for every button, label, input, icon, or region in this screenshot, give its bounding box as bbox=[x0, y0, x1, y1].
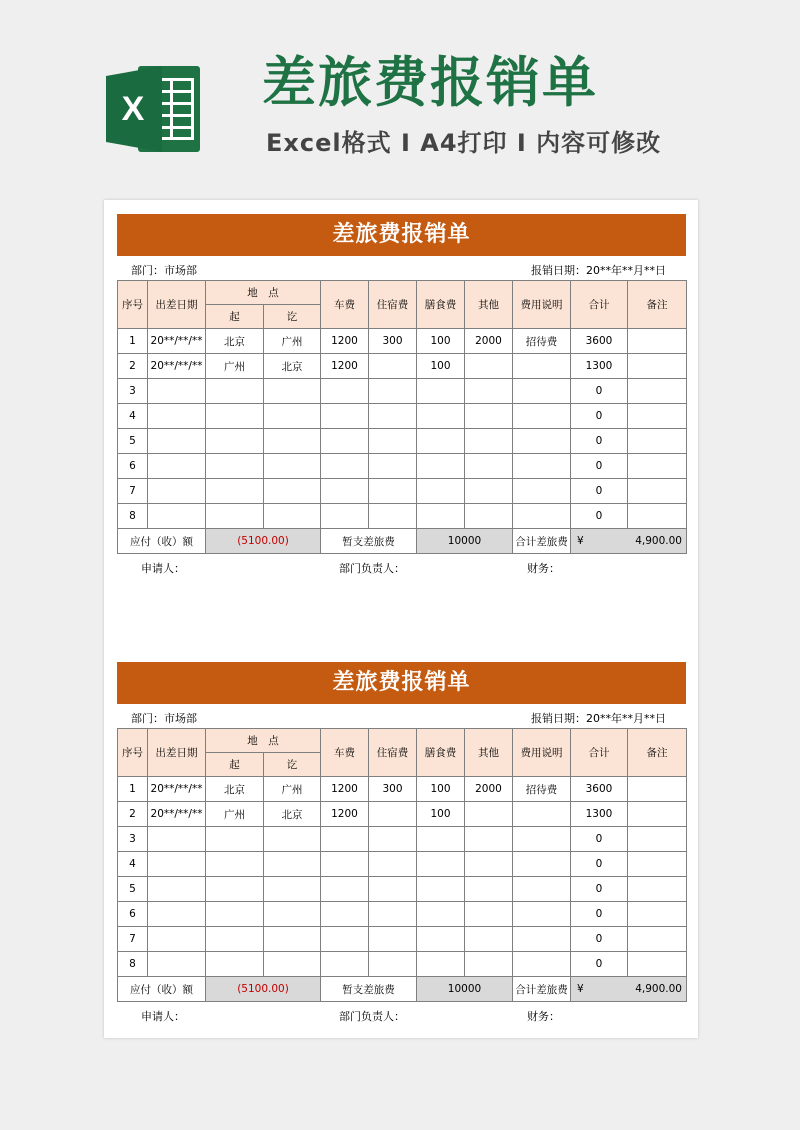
cell-car[interactable] bbox=[321, 479, 369, 504]
page-header bbox=[0, 0, 800, 200]
expense-table bbox=[117, 280, 687, 554]
cell-meals[interactable] bbox=[417, 404, 465, 429]
cell-to[interactable] bbox=[264, 827, 321, 852]
cell-meals[interactable] bbox=[417, 454, 465, 479]
col-header-total: 合计 bbox=[571, 729, 628, 777]
cell-meals[interactable]: 100 bbox=[417, 329, 465, 354]
cell-note[interactable] bbox=[513, 927, 571, 952]
cell-date[interactable] bbox=[148, 827, 206, 852]
cell-seq[interactable]: 8 bbox=[118, 952, 148, 977]
cell-car[interactable]: 1200 bbox=[321, 777, 369, 802]
manager-label: 部门负责人： bbox=[339, 562, 405, 575]
cell-seq[interactable]: 1 bbox=[118, 329, 148, 354]
col-header-lodging: 住宿费 bbox=[369, 729, 417, 777]
cell-lodging[interactable] bbox=[369, 354, 417, 379]
cell-from[interactable] bbox=[206, 902, 264, 927]
cell-car[interactable] bbox=[321, 902, 369, 927]
cell-from[interactable] bbox=[206, 479, 264, 504]
cell-lodging[interactable] bbox=[369, 479, 417, 504]
cell-from[interactable] bbox=[206, 877, 264, 902]
expense-table bbox=[117, 728, 687, 1002]
currency-symbol: ¥ bbox=[577, 983, 584, 995]
cell-meals[interactable]: 100 bbox=[417, 802, 465, 827]
cell-from[interactable] bbox=[206, 952, 264, 977]
table-header-row bbox=[118, 729, 687, 753]
cell-to[interactable]: 广州 bbox=[264, 329, 321, 354]
cell-meals[interactable]: 100 bbox=[417, 777, 465, 802]
cell-lodging[interactable] bbox=[369, 927, 417, 952]
cell-meals[interactable] bbox=[417, 479, 465, 504]
cell-to[interactable]: 北京 bbox=[264, 802, 321, 827]
cell-other[interactable] bbox=[465, 479, 513, 504]
cell-lodging[interactable] bbox=[369, 952, 417, 977]
table-row bbox=[118, 329, 687, 354]
cell-date[interactable] bbox=[148, 379, 206, 404]
cell-date[interactable] bbox=[148, 504, 206, 529]
total-travel-cell[interactable] bbox=[571, 529, 687, 554]
page-subtitle: Excel格式 I A4打印 I 内容可修改 bbox=[266, 129, 662, 157]
cell-note[interactable] bbox=[513, 877, 571, 902]
cell-car[interactable] bbox=[321, 952, 369, 977]
cell-other[interactable] bbox=[465, 802, 513, 827]
payable-label: 应付（收）额 bbox=[118, 977, 206, 1002]
svg-text:X: X bbox=[121, 90, 145, 128]
cell-date[interactable]: 20**/**/** bbox=[148, 354, 206, 379]
table-row bbox=[118, 479, 687, 504]
col-header-other: 其他 bbox=[465, 281, 513, 329]
cell-other[interactable]: 2000 bbox=[465, 777, 513, 802]
form-title: 差旅费报销单 bbox=[117, 214, 686, 256]
cell-total[interactable]: 0 bbox=[571, 952, 628, 977]
cell-lodging[interactable] bbox=[369, 504, 417, 529]
cell-note[interactable] bbox=[513, 454, 571, 479]
cell-lodging[interactable] bbox=[369, 379, 417, 404]
col-header-location: 地 点 bbox=[206, 729, 321, 753]
cell-car[interactable] bbox=[321, 927, 369, 952]
cell-car[interactable] bbox=[321, 454, 369, 479]
summary-row bbox=[118, 977, 687, 1002]
cell-seq[interactable]: 3 bbox=[118, 827, 148, 852]
table-row bbox=[118, 802, 687, 827]
col-header-meals: 膳食费 bbox=[417, 729, 465, 777]
cell-remark[interactable] bbox=[628, 504, 687, 529]
cell-to[interactable] bbox=[264, 504, 321, 529]
form-meta bbox=[117, 704, 686, 728]
cell-meals[interactable]: 100 bbox=[417, 354, 465, 379]
cell-from[interactable] bbox=[206, 927, 264, 952]
cell-date[interactable] bbox=[148, 852, 206, 877]
cell-seq[interactable]: 5 bbox=[118, 877, 148, 902]
cell-to[interactable] bbox=[264, 379, 321, 404]
cell-from[interactable]: 北京 bbox=[206, 777, 264, 802]
currency-symbol: ¥ bbox=[577, 535, 584, 547]
cell-remark[interactable] bbox=[628, 379, 687, 404]
cell-remark[interactable] bbox=[628, 802, 687, 827]
cell-seq[interactable]: 7 bbox=[118, 479, 148, 504]
cell-note[interactable] bbox=[513, 379, 571, 404]
cell-note[interactable] bbox=[513, 354, 571, 379]
cell-remark[interactable] bbox=[628, 404, 687, 429]
cell-to[interactable] bbox=[264, 952, 321, 977]
cell-remark[interactable] bbox=[628, 927, 687, 952]
cell-note[interactable] bbox=[513, 952, 571, 977]
summary-row bbox=[118, 529, 687, 554]
cell-remark[interactable] bbox=[628, 902, 687, 927]
total-travel-label: 合计差旅费 bbox=[513, 529, 571, 554]
excel-icon bbox=[104, 62, 204, 156]
cell-note[interactable] bbox=[513, 404, 571, 429]
cell-date[interactable] bbox=[148, 927, 206, 952]
cell-seq[interactable]: 6 bbox=[118, 902, 148, 927]
cell-seq[interactable]: 6 bbox=[118, 454, 148, 479]
cell-seq[interactable]: 8 bbox=[118, 504, 148, 529]
total-travel-value: 4,900.00 bbox=[635, 535, 682, 547]
cell-other[interactable] bbox=[465, 404, 513, 429]
cell-total[interactable]: 0 bbox=[571, 852, 628, 877]
table-row bbox=[118, 852, 687, 877]
payable-value[interactable]: (5100.00) bbox=[206, 977, 321, 1002]
col-header-remark: 备注 bbox=[628, 729, 687, 777]
cell-lodging[interactable] bbox=[369, 827, 417, 852]
cell-from[interactable] bbox=[206, 379, 264, 404]
col-header-car: 车费 bbox=[321, 281, 369, 329]
reimbursement-form bbox=[117, 662, 686, 1026]
total-travel-cell[interactable] bbox=[571, 977, 687, 1002]
cell-from[interactable] bbox=[206, 852, 264, 877]
cell-date[interactable] bbox=[148, 952, 206, 977]
cell-total[interactable]: 0 bbox=[571, 404, 628, 429]
cell-seq[interactable]: 3 bbox=[118, 379, 148, 404]
page-title: 差旅费报销单 bbox=[262, 51, 598, 114]
cell-meals[interactable] bbox=[417, 504, 465, 529]
cell-total[interactable]: 0 bbox=[571, 454, 628, 479]
form-meta bbox=[117, 256, 686, 280]
col-header-meals: 膳食费 bbox=[417, 281, 465, 329]
col-header-seq: 序号 bbox=[118, 281, 148, 329]
col-header-seq: 序号 bbox=[118, 729, 148, 777]
table-row bbox=[118, 902, 687, 927]
cell-lodging[interactable] bbox=[369, 404, 417, 429]
cell-other[interactable] bbox=[465, 902, 513, 927]
col-header-to: 讫 bbox=[264, 753, 321, 777]
cell-lodging[interactable] bbox=[369, 877, 417, 902]
cell-total[interactable]: 0 bbox=[571, 429, 628, 454]
cell-remark[interactable] bbox=[628, 877, 687, 902]
department-label: 部门：市场部 bbox=[131, 712, 197, 725]
col-header-other: 其他 bbox=[465, 729, 513, 777]
cell-to[interactable] bbox=[264, 927, 321, 952]
table-row bbox=[118, 354, 687, 379]
cell-from[interactable]: 广州 bbox=[206, 354, 264, 379]
table-row bbox=[118, 379, 687, 404]
cell-remark[interactable] bbox=[628, 354, 687, 379]
col-header-note: 费用说明 bbox=[513, 729, 571, 777]
cell-meals[interactable] bbox=[417, 379, 465, 404]
table-row bbox=[118, 429, 687, 454]
cell-total[interactable]: 0 bbox=[571, 827, 628, 852]
cell-remark[interactable] bbox=[628, 429, 687, 454]
cell-note[interactable]: 招待费 bbox=[513, 329, 571, 354]
cell-remark[interactable] bbox=[628, 454, 687, 479]
cell-car[interactable] bbox=[321, 852, 369, 877]
cell-other[interactable] bbox=[465, 354, 513, 379]
col-header-note: 费用说明 bbox=[513, 281, 571, 329]
cell-seq[interactable]: 4 bbox=[118, 404, 148, 429]
cell-date[interactable]: 20**/**/** bbox=[148, 777, 206, 802]
payable-label: 应付（收）额 bbox=[118, 529, 206, 554]
cell-from[interactable]: 广州 bbox=[206, 802, 264, 827]
advance-value[interactable]: 10000 bbox=[417, 977, 513, 1002]
cell-note[interactable] bbox=[513, 827, 571, 852]
cell-date[interactable] bbox=[148, 429, 206, 454]
reimburse-date-label: 报销日期：20**年**月**日 bbox=[531, 264, 666, 277]
finance-label: 财务： bbox=[527, 1010, 560, 1023]
cell-date[interactable] bbox=[148, 877, 206, 902]
col-header-total: 合计 bbox=[571, 281, 628, 329]
cell-other[interactable] bbox=[465, 504, 513, 529]
cell-lodging[interactable]: 300 bbox=[369, 777, 417, 802]
cell-remark[interactable] bbox=[628, 479, 687, 504]
col-header-to: 讫 bbox=[264, 305, 321, 329]
col-header-from: 起 bbox=[206, 305, 264, 329]
cell-car[interactable]: 1200 bbox=[321, 802, 369, 827]
cell-date[interactable] bbox=[148, 902, 206, 927]
total-travel-value: 4,900.00 bbox=[635, 983, 682, 995]
cell-meals[interactable] bbox=[417, 877, 465, 902]
cell-note[interactable] bbox=[513, 802, 571, 827]
cell-seq[interactable]: 2 bbox=[118, 354, 148, 379]
cell-total[interactable]: 3600 bbox=[571, 329, 628, 354]
cell-seq[interactable]: 5 bbox=[118, 429, 148, 454]
table-row bbox=[118, 927, 687, 952]
cell-note[interactable] bbox=[513, 504, 571, 529]
form-title: 差旅费报销单 bbox=[117, 662, 686, 704]
applicant-label: 申请人： bbox=[141, 1010, 185, 1023]
cell-note[interactable] bbox=[513, 479, 571, 504]
cell-seq[interactable]: 4 bbox=[118, 852, 148, 877]
cell-to[interactable]: 广州 bbox=[264, 777, 321, 802]
cell-meals[interactable] bbox=[417, 827, 465, 852]
cell-remark[interactable] bbox=[628, 952, 687, 977]
cell-remark[interactable] bbox=[628, 827, 687, 852]
cell-total[interactable]: 0 bbox=[571, 877, 628, 902]
col-header-car: 车费 bbox=[321, 729, 369, 777]
cell-total[interactable]: 0 bbox=[571, 379, 628, 404]
cell-meals[interactable] bbox=[417, 852, 465, 877]
cell-car[interactable]: 1200 bbox=[321, 354, 369, 379]
cell-to[interactable] bbox=[264, 454, 321, 479]
advance-label: 暂支差旅费 bbox=[321, 977, 417, 1002]
cell-car[interactable]: 1200 bbox=[321, 329, 369, 354]
cell-car[interactable] bbox=[321, 379, 369, 404]
signature-row bbox=[117, 554, 686, 578]
col-header-remark: 备注 bbox=[628, 281, 687, 329]
cell-total[interactable]: 0 bbox=[571, 902, 628, 927]
payable-value[interactable]: (5100.00) bbox=[206, 529, 321, 554]
cell-car[interactable] bbox=[321, 429, 369, 454]
cell-total[interactable]: 1300 bbox=[571, 802, 628, 827]
reimbursement-form bbox=[117, 214, 686, 578]
cell-other[interactable] bbox=[465, 952, 513, 977]
table-row bbox=[118, 877, 687, 902]
cell-note[interactable]: 招待费 bbox=[513, 777, 571, 802]
cell-other[interactable]: 2000 bbox=[465, 329, 513, 354]
cell-seq[interactable]: 2 bbox=[118, 802, 148, 827]
cell-seq[interactable]: 7 bbox=[118, 927, 148, 952]
cell-seq[interactable]: 1 bbox=[118, 777, 148, 802]
cell-car[interactable] bbox=[321, 504, 369, 529]
reimburse-date-label: 报销日期：20**年**月**日 bbox=[531, 712, 666, 725]
cell-lodging[interactable] bbox=[369, 902, 417, 927]
cell-from[interactable] bbox=[206, 404, 264, 429]
col-header-date: 出差日期 bbox=[148, 281, 206, 329]
advance-label: 暂支差旅费 bbox=[321, 529, 417, 554]
cell-car[interactable] bbox=[321, 877, 369, 902]
cell-from[interactable] bbox=[206, 504, 264, 529]
cell-remark[interactable] bbox=[628, 329, 687, 354]
cell-other[interactable] bbox=[465, 379, 513, 404]
cell-from[interactable] bbox=[206, 454, 264, 479]
table-header-row bbox=[118, 281, 687, 305]
cell-from[interactable]: 北京 bbox=[206, 329, 264, 354]
cell-date[interactable]: 20**/**/** bbox=[148, 802, 206, 827]
total-travel-label: 合计差旅费 bbox=[513, 977, 571, 1002]
cell-to[interactable] bbox=[264, 852, 321, 877]
cell-date[interactable]: 20**/**/** bbox=[148, 329, 206, 354]
cell-to[interactable] bbox=[264, 877, 321, 902]
col-header-location: 地 点 bbox=[206, 281, 321, 305]
table-row bbox=[118, 952, 687, 977]
cell-note[interactable] bbox=[513, 852, 571, 877]
applicant-label: 申请人： bbox=[141, 562, 185, 575]
cell-car[interactable] bbox=[321, 827, 369, 852]
cell-other[interactable] bbox=[465, 429, 513, 454]
cell-meals[interactable] bbox=[417, 927, 465, 952]
signature-row bbox=[117, 1002, 686, 1026]
table-row bbox=[118, 454, 687, 479]
cell-lodging[interactable]: 300 bbox=[369, 329, 417, 354]
table-row bbox=[118, 827, 687, 852]
manager-label: 部门负责人： bbox=[339, 1010, 405, 1023]
table-row bbox=[118, 404, 687, 429]
cell-lodging[interactable] bbox=[369, 454, 417, 479]
finance-label: 财务： bbox=[527, 562, 560, 575]
cell-remark[interactable] bbox=[628, 777, 687, 802]
cell-date[interactable] bbox=[148, 404, 206, 429]
table-row bbox=[118, 504, 687, 529]
cell-from[interactable] bbox=[206, 827, 264, 852]
cell-total[interactable]: 1300 bbox=[571, 354, 628, 379]
cell-from[interactable] bbox=[206, 429, 264, 454]
cell-other[interactable] bbox=[465, 454, 513, 479]
cell-other[interactable] bbox=[465, 827, 513, 852]
cell-to[interactable] bbox=[264, 479, 321, 504]
cell-note[interactable] bbox=[513, 902, 571, 927]
cell-total[interactable]: 3600 bbox=[571, 777, 628, 802]
cell-date[interactable] bbox=[148, 454, 206, 479]
advance-value[interactable]: 10000 bbox=[417, 529, 513, 554]
col-header-from: 起 bbox=[206, 753, 264, 777]
col-header-lodging: 住宿费 bbox=[369, 281, 417, 329]
cell-total[interactable]: 0 bbox=[571, 927, 628, 952]
cell-lodging[interactable] bbox=[369, 802, 417, 827]
cell-date[interactable] bbox=[148, 479, 206, 504]
cell-total[interactable]: 0 bbox=[571, 479, 628, 504]
cell-meals[interactable] bbox=[417, 902, 465, 927]
cell-to[interactable] bbox=[264, 429, 321, 454]
cell-to[interactable] bbox=[264, 902, 321, 927]
cell-meals[interactable] bbox=[417, 952, 465, 977]
cell-remark[interactable] bbox=[628, 852, 687, 877]
cell-other[interactable] bbox=[465, 927, 513, 952]
col-header-date: 出差日期 bbox=[148, 729, 206, 777]
table-row bbox=[118, 777, 687, 802]
department-label: 部门：市场部 bbox=[131, 264, 197, 277]
cell-to[interactable]: 北京 bbox=[264, 354, 321, 379]
cell-other[interactable] bbox=[465, 852, 513, 877]
cell-car[interactable] bbox=[321, 404, 369, 429]
cell-meals[interactable] bbox=[417, 429, 465, 454]
cell-total[interactable]: 0 bbox=[571, 504, 628, 529]
cell-lodging[interactable] bbox=[369, 852, 417, 877]
cell-note[interactable] bbox=[513, 429, 571, 454]
cell-lodging[interactable] bbox=[369, 429, 417, 454]
cell-other[interactable] bbox=[465, 877, 513, 902]
cell-to[interactable] bbox=[264, 404, 321, 429]
